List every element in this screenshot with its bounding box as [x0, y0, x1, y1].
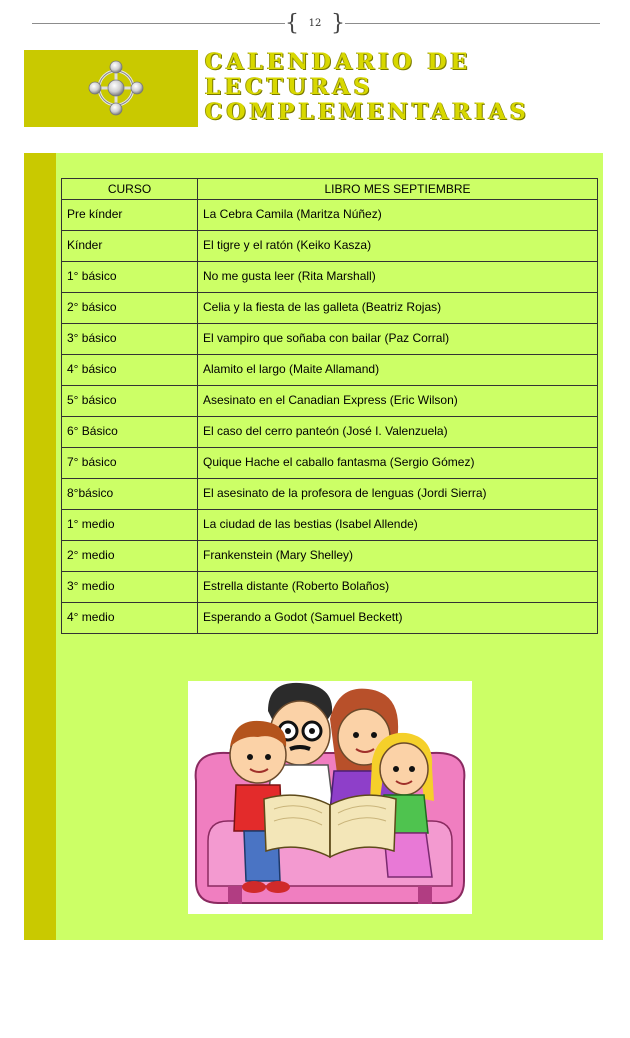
curso-cell: Pre kínder — [62, 200, 198, 231]
title-line-2: LECTURAS — [205, 74, 374, 100]
right-brace: } — [331, 11, 345, 36]
curso-cell: 1° básico — [62, 262, 198, 293]
page-number: 12 — [308, 18, 322, 29]
header-color-block — [24, 50, 198, 127]
header-rule-right — [345, 23, 600, 24]
libro-cell: Esperando a Godot (Samuel Beckett) — [198, 603, 598, 634]
curso-cell: 8°básico — [62, 479, 198, 510]
libro-cell: Alamito el largo (Maite Allamand) — [198, 355, 598, 386]
curso-cell: 4° medio — [62, 603, 198, 634]
family-reading-illustration — [188, 681, 472, 914]
curso-cell: 3° medio — [62, 572, 198, 603]
table-row — [62, 262, 598, 293]
curso-cell: 1° medio — [62, 510, 198, 541]
curso-cell: 7° básico — [62, 448, 198, 479]
libro-cell: El vampiro que soñaba con bailar (Paz Corral) — [198, 324, 598, 355]
table-row — [62, 200, 598, 231]
table-row — [62, 231, 598, 262]
header-rule-left — [32, 23, 285, 24]
curso-cell: 5° básico — [62, 386, 198, 417]
page-title — [205, 50, 605, 125]
libro-cell: El asesinato de la profesora de lenguas (Jordi Sierra) — [198, 479, 598, 510]
libro-cell: La Cebra Camila (Maritza Núñez) — [198, 200, 598, 231]
libro-cell: Celia y la fiesta de las galleta (Beatriz Rojas) — [198, 293, 598, 324]
title-line-1: CALENDARIO DE — [205, 49, 472, 75]
column-header-curso: CURSO — [62, 179, 198, 200]
libro-cell: La ciudad de las bestias (Isabel Allende) — [198, 510, 598, 541]
curso-cell: 4° básico — [62, 355, 198, 386]
libro-cell: El tigre y el ratón (Keiko Kasza) — [198, 231, 598, 262]
column-header-libro: LIBRO MES SEPTIEMBRE — [198, 179, 598, 200]
table-row — [62, 479, 598, 510]
curso-cell: 2° básico — [62, 293, 198, 324]
molecule-icon — [86, 58, 146, 118]
table-row — [62, 510, 598, 541]
libro-cell: Quique Hache el caballo fantasma (Sergio Gómez) — [198, 448, 598, 479]
table-row — [62, 603, 598, 634]
family-reading-icon — [188, 681, 472, 914]
reading-calendar-table — [61, 178, 598, 634]
libro-cell: Asesinato en el Canadian Express (Eric Wilson) — [198, 386, 598, 417]
left-brace: { — [285, 11, 299, 36]
curso-cell: Kínder — [62, 231, 198, 262]
libro-cell: Estrella distante (Roberto Bolaños) — [198, 572, 598, 603]
table-row — [62, 417, 598, 448]
table-row — [62, 572, 598, 603]
curso-cell: 6° Básico — [62, 417, 198, 448]
table-header-row — [62, 179, 598, 200]
title-line-3: COMPLEMENTARIAS — [205, 99, 530, 125]
libro-cell: No me gusta leer (Rita Marshall) — [198, 262, 598, 293]
libro-cell: El caso del cerro panteón (José I. Valenzuela) — [198, 417, 598, 448]
table-row — [62, 448, 598, 479]
table-row — [62, 324, 598, 355]
side-stripe — [24, 153, 56, 940]
page-number-box — [285, 13, 345, 37]
table-row — [62, 541, 598, 572]
table-row — [62, 386, 598, 417]
curso-cell: 3° básico — [62, 324, 198, 355]
table-row — [62, 355, 598, 386]
libro-cell: Frankenstein (Mary Shelley) — [198, 541, 598, 572]
curso-cell: 2° medio — [62, 541, 198, 572]
table-row — [62, 293, 598, 324]
